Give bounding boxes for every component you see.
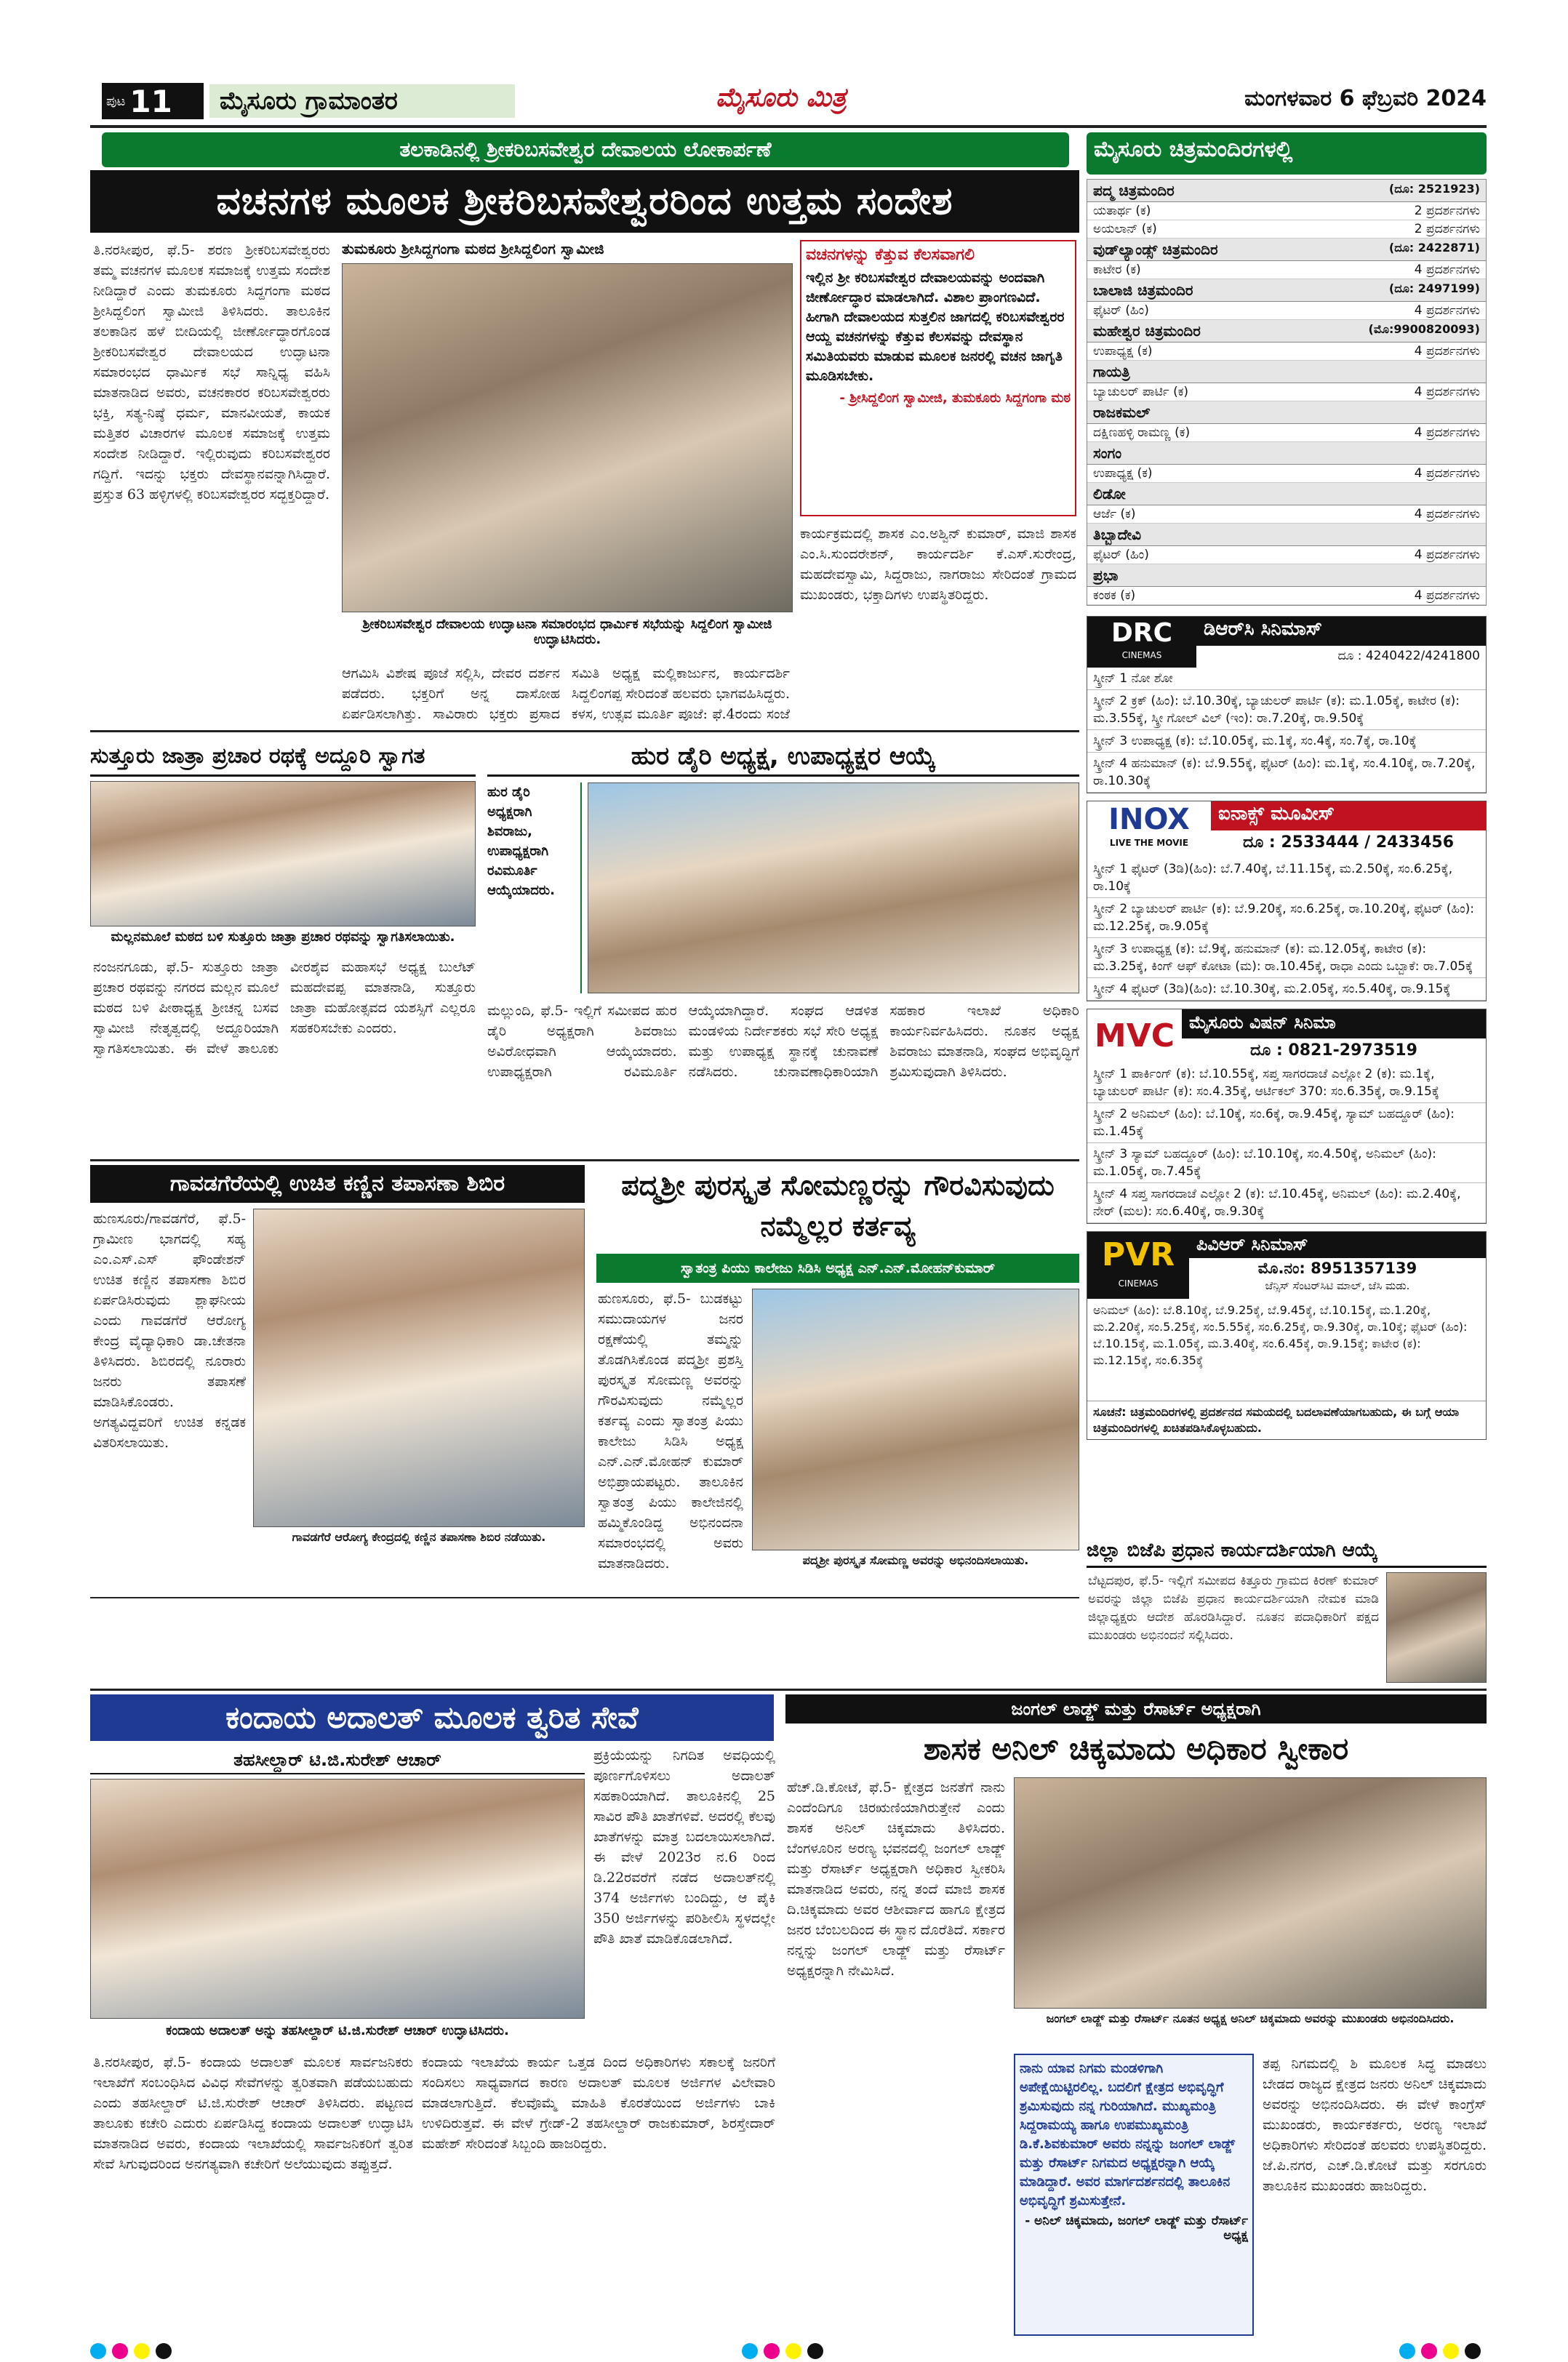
lead-headline: ವಚನಗಳ ಮೂಲಕ ಶ್ರೀಕರಿಬಸವೇಶ್ವರರಿಂದ ಉತ್ತಮ ಸಂದೇಶ xyxy=(90,170,1079,233)
anil-caption: ಜಂಗಲ್ ಲಾಡ್ಜ್ ಮತ್ತು ರೆಸಾರ್ಟ್ ನೂತನ ಅಧ್ಯಕ್ಷ ಅನಿಲ್ ಚಿಕ್ಕಮಾದು ಅವರನ್ನು ಮುಖಂಡರು ಅಭಿನಂದಿಸಿದರು. xyxy=(1046,2011,1455,2025)
padmashri-caption: ಪದ್ಮಶ್ರೀ ಪುರಸ್ಕೃತ ಸೋಮಣ್ಣ ಅವರನ್ನು ಅಭಿನಂದಿಸಲಾಯಿತು. xyxy=(802,1553,1029,1567)
theatre-phone: (ದೂ: 2521923) xyxy=(1388,182,1480,196)
magenta-dot xyxy=(112,2343,128,2359)
kandaya-col2: ತಿ.ನರಸೀಪುರ, ಫೆ.5- ಕಂದಾಯ ಅದಾಲತ್ ಮೂಲಕ ಸಾರ್ವಜನಿಕರು ಇಲಾಖೆಗೆ ಸಂಬಂಧಿಸಿದ ವಿವಿಧ ಸೇವೆಗಳನ್ನು ತ್ವರಿತವಾಗಿ ಪಡೆಯಬಹುದು ಎಂದು ತಹಸೀಲ್ದಾರ್ ಟಿ.ಜಿ.ಸುರೇಶ್ ಆಚಾರ್ ತಿಳಿಸಿದರು. ಪಟ್ಟಣದ ತಾಲೂಕು ಕಚೇರಿ ಎದುರು ಏರ್ಪಡಿಸಿದ್ದ ಕಂದಾಯ ಅದಾಲತ್ ಉದ್ಘಾಟಿಸಿ ಮಾತನಾಡಿದ ಅವರು, ಕಂದಾಯ ಇಲಾಖೆಯಲ್ಲಿ ಸಾರ್ವಜನಿಕರಿಗೆ ತ್ವರಿತ ಸೇವೆ ಸಿಗುವುದರಿಂದ ಅನಗತ್ಯವಾಗಿ ಕಚೇರಿಗೆ ಅಲೆಯುವುದು ತಪ್ಪುತ್ತದೆ. xyxy=(93,2054,413,2172)
lead-quote-body: ಇಲ್ಲಿನ ಶ್ರೀ ಕರಿಬಸವೇಶ್ವರ ದೇವಾಲಯವನ್ನು ಅಂದವಾಗಿ ಜೀರ್ಣೋದ್ಧಾರ ಮಾಡಲಾಗಿದೆ. ವಿಶಾಲ ಪ್ರಾಂಗಣವಿದೆ. ಹೀಗಾಗಿ ದೇವಾಲಯದ ಸುತ್ತಲಿನ ಜಾಗದಲ್ಲಿ ಕರಿಬಸವೇಶ್ವರರ ಆಯ್ದ ವಚನಗಳನ್ನು ಕೆತ್ತುವ ಕೆಲಸವನ್ನು ದೇವಸ್ಥಾನ ಸಮಿತಿಯವರು ಮಾಡುವ ಮೂಲಕ ಜನರಲ್ಲಿ ವಚನ ಜಾಗೃತಿ ಮೂಡಿಸಬೇಕು. xyxy=(806,270,1065,384)
registration-marks-center xyxy=(742,2343,829,2362)
theatre-header xyxy=(1087,524,1486,546)
theatre-name: ಲಿಡೋ xyxy=(1093,485,1126,503)
show-count: 4 ಪ್ರದರ್ಶನಗಳು xyxy=(1414,303,1480,318)
anil-col1: ಹೆಚ್.ಡಿ.ಕೋಟೆ, ಫೆ.5- ಕ್ಷೇತ್ರದ ಜನತೆಗೆ ನಾನು ಎಂದೆಂದಿಗೂ ಚಿರಋಣಿಯಾಗಿರುತ್ತೇನೆ ಎಂದು ಶಾಸಕ ಅನಿಲ್ ಚಿಕ್ಕಮಾದು ತಿಳಿಸಿದರು. ಬೆಂಗಳೂರಿನ ಅರಣ್ಯ ಭವನದಲ್ಲಿ ಜಂಗಲ್ ಲಾಡ್ಜ್ ಮತ್ತು ರೆಸಾರ್ಟ್ ಅಧ್ಯಕ್ಷರಾಗಿ ಅಧಿಕಾರ ಸ್ವೀಕರಿಸಿ ಮಾತನಾಡಿದ ಅವರು, ನನ್ನ ತಂದೆ ಮಾಜಿ ಶಾಸಕ ದಿ.ಚಿಕ್ಕಮಾದು ಅವರ ಆಶೀರ್ವಾದ ಹಾಗೂ ಕ್ಷೇತ್ರದ ಜನರ ಬೆಂಬಲದಿಂದ ಈ ಸ್ಥಾನ ದೊರೆತಿದೆ. ಸರ್ಕಾರ ನನ್ನನ್ನು ಜಂಗಲ್ ಲಾಡ್ಜ್ ಮತ್ತು ರೆಸಾರ್ಟ್ ಅಧ್ಯಕ್ಷರನ್ನಾಗಿ ನೇಮಿಸಿದೆ. xyxy=(787,1779,1005,1979)
movie-title: ಕಂಠಕ (ಕ) xyxy=(1093,588,1136,603)
drc-block xyxy=(1087,616,1487,793)
dairy-side-caption: ಹುರ ಡೈರಿ ಅಧ್ಯಕ್ಷರಾಗಿ ಶಿವರಾಜು, ಉಪಾಧ್ಯಕ್ಷರಾಗಿ ರವಿಮೂರ್ತಿ ಆಯ್ಕೆಯಾದರು. xyxy=(487,782,582,993)
inox-name: ಐನಾಕ್ಸ್ ಮೂವೀಸ್ xyxy=(1211,801,1486,830)
theatre-name: ಗಾಯತ್ರಿ xyxy=(1093,363,1130,380)
theatre-name: ಸಂಗಂ xyxy=(1093,444,1122,462)
show-count: 4 ಪ್ರದರ್ಶನಗಳು xyxy=(1414,263,1480,277)
lead-col4: ಕಾರ್ಯಕ್ರಮದಲ್ಲಿ ಶಾಸಕ ಎಂ.ಅಶ್ವಿನ್ ಕುಮಾರ್, ಮಾಜಿ ಶಾಸಕ ಎಂ.ಸಿ.ಸುಂದರೇಶನ್, ಕಾರ್ಯದರ್ಶಿ ಕೆ.ಎಸ್.ಸುರೇಂದ್ರ, ಮಹದೇವಸ್ವಾಮಿ, ಸಿದ್ದರಾಜು, ನಾಗರಾಜು ಸೇರಿದಂತೆ ಗ್ರಾಮದ ಮುಖಂಡರು, ಭಕ್ತಾದಿಗಳು ಉಪಸ್ಥಿತರಿದ್ದರು. xyxy=(800,526,1076,603)
registration-marks-left xyxy=(90,2343,177,2362)
lead-kicker: ತಲಕಾಡಿನಲ್ಲಿ ಶ್ರೀಕರಿಬಸವೇಶ್ವರ ದೇವಾಲಯ ಲೋಕಾರ್ಪಣೆ xyxy=(102,132,1069,167)
lead-col2: ಆಗಮಿಸಿ ವಿಶೇಷ ಪೂಜೆ ಸಲ್ಲಿಸಿ, ದೇವರ ದರ್ಶನ ಪಡೆದರು. ಭಕ್ತರಿಗೆ ಅನ್ನ ದಾಸೋಹ ಏರ್ಪಡಿಸಲಾಗಿತ್ತು. ಸಾವಿರಾರು ಭಕ್ತರು ಪ್ರಸಾದ xyxy=(342,665,560,722)
pvr-note: ಸೂಚನೆ: ಚಿತ್ರಮಂದಿರಗಳಲ್ಲಿ ಪ್ರದರ್ಶನದ ಸಮಯದಲ್ಲಿ ಬದಲಾವಣೆಯಾಗಬಹುದು, ಈ ಬಗ್ಗೆ ಆಯಾ ಚಿತ್ರಮಂದಿರಗಳಲ್ಲಿ ಖಚಿತಪಡಿಸಿಕೊಳ್ಳಬಹುದು. xyxy=(1087,1401,1486,1439)
yellow-dot xyxy=(134,2343,150,2359)
drc-phone: ದೂ : 4240422/4241800 xyxy=(1337,649,1480,663)
theatre-show-row xyxy=(1087,383,1486,401)
mvc-screen-row: ಸ್ಕ್ರೀನ್ 4 ಸಪ್ತ ಸಾಗರದಾಚೆ ಎಲ್ಲೋ 2 (ಕ): ಬೆ.10.45ಕ್ಕೆ, ಅನಿಮಲ್ (ಹಿಂ): ಮ.2.40ಕ್ಕೆ, ನೇರ್ (ಮಲ): ಸಂ.6.40ಕ್ಕೆ, ರಾ.9.30ಕ್ಕೆ xyxy=(1087,1183,1486,1223)
pvr-logo: PVR CINEMAS xyxy=(1087,1232,1189,1299)
movie-title: ಫೈಟರ್ (ಹಿಂ) xyxy=(1093,303,1149,318)
kandaya-subhead: ತಹಸೀಲ್ದಾರ್ ಟಿ.ಜಿ.ಸುರೇಶ್ ಆಚಾರ್ xyxy=(90,1745,585,1774)
show-count: 4 ಪ್ರದರ್ಶನಗಳು xyxy=(1414,466,1480,481)
masthead-rule xyxy=(90,125,1487,128)
lead-col1: ತಿ.ನರಸೀಪುರ, ಫೆ.5- ಶರಣ ಶ್ರೀಕರಿಬಸವೇಶ್ವರರು ತಮ್ಮ ವಚನಗಳ ಮೂಲಕ ಸಮಾಜಕ್ಕೆ ಉತ್ತಮ ಸಂದೇಶ ನೀಡಿದ್ದಾರೆ ಎಂದು ತುಮಕೂರು ಸಿದ್ದಗಂಗಾ ಮಠದ ಶ್ರೀಸಿದ್ದಲಿಂಗ ಸ್ವಾಮೀಜಿ ತಿಳಿಸಿದರು. ತಾಲೂಕಿನ ತಲಕಾಡಿನ ಹಳೆ ಬೀದಿಯಲ್ಲಿ ಜೀರ್ಣೋದ್ಧಾರಗೊಂಡ ಶ್ರೀಕರಿಬಸವೇಶ್ವರ ದೇವಾಲಯದ ಉದ್ಘಾಟನಾ ಸಮಾರಂಭದ ಧಾರ್ಮಿಕ ಸಭೆ ಸಾನ್ನಿಧ್ಯ ವಹಿಸಿ ಮಾತನಾಡಿದ ಅವರು, ವಚನಕಾರರ ಕರಿಬಸವೇಶ್ವರರು ಭಕ್ತಿ, ಸತ್ಯ-ನಿಷ್ಠೆ ಧರ್ಮ, ಮಾನವೀಯತೆ, ಕಾಯಕ ಮತ್ತಿತರ ವಿಚಾರಗಳ ಮೂಲಕ ಸಮಾಜಕ್ಕೆ ಉತ್ತಮ ಸಂದೇಶ ನೀಡಿದ್ದಾರೆ. ಇಲ್ಲಿರುವುದು ಕರಿಬಸವೇಶ್ವರರ ಗದ್ದಿಗೆ. ಇದನ್ನು ಭಕ್ತರು ದೇವಸ್ಥಾನವನ್ನಾಗಿಸಿದ್ದಾರೆ. ಪ್ರಸ್ತುತ 63 ಹಳ್ಳಿಗಳಲ್ಲಿ ಕರಿಬಸವೇಶ್ವರರ ಸದ್ಭಕ್ತರಿದ್ದಾರೆ. xyxy=(93,242,330,503)
cyan-dot xyxy=(742,2343,758,2359)
mvc-screen-row: ಸ್ಕ್ರೀನ್ 3 ಸ್ಯಾಮ್ ಬಹದ್ದೂರ್ (ಹಿಂ): ಬೆ.10.10ಕ್ಕೆ, ಸಂ.4.50ಕ್ಕೆ, ಅನಿಮಲ್ (ಹಿಂ): ಮ.1.05ಕ್ಕೆ, ರಾ.7.45ಕ್ಕೆ xyxy=(1087,1143,1486,1183)
padmashri-headline: ಪದ್ಮಶ್ರೀ ಪುರಸ್ಕೃತ ಸೋಮಣ್ಣರನ್ನು ಗೌರವಿಸುವುದು ನಮ್ಮೆಲ್ಲರ ಕರ್ತವ್ಯ xyxy=(621,1169,1055,1242)
mvc-block xyxy=(1087,1009,1487,1224)
drc-showtimes xyxy=(1087,668,1486,793)
lead-photo xyxy=(342,263,793,612)
movie-title: ಬ್ಯಾಚುಲರ್ ಪಾರ್ಟಿ (ಕ) xyxy=(1093,385,1189,399)
theatre-show-row xyxy=(1087,424,1486,442)
page-number: 11 xyxy=(129,83,172,119)
dairy-headline: ಹುರ ಡೈರಿ ಅಧ್ಯಕ್ಷ, ಉಪಾಧ್ಯಕ್ಷರ ಆಯ್ಕೆ xyxy=(487,736,1079,777)
theatre-header xyxy=(1087,442,1486,465)
show-count: 4 ಪ್ರದರ್ಶನಗಳು xyxy=(1414,588,1480,603)
mvc-screen-row: ಸ್ಕ್ರೀನ್ 1 ಪಾರ್ಕಿಂಗ್ (ಕ): ಬೆ.10.55ಕ್ಕೆ, ಸಪ್ತ ಸಾಗರದಾಚೆ ಎಲ್ಲೋ 2 (ಕ): ಮ.1ಕ್ಕೆ, ಬ್ಯಾಚುಲರ್ ಪಾರ್ಟಿ (ಕ): ಸಂ.4.35ಕ್ಕೆ, ಆರ್ಟಿಕಲ್ 370: ಸಂ.6.35ಕ್ಕೆ, ರಾ.9.15ಕ್ಕೆ xyxy=(1087,1063,1486,1103)
inox-screen-row: ಸ್ಕ್ರೀನ್ 2 ಬ್ಯಾಚುಲರ್ ಪಾರ್ಟಿ (ಕ): ಬೆ.9.20ಕ್ಕೆ, ಸಂ.6.25ಕ್ಕೆ, ರಾ.10.20ಕ್ಕೆ, ಫೈಟರ್ (ಹಿಂ): ಮ.12.25ಕ್ಕೆ, ರಾ.9.05ಕ್ಕೆ xyxy=(1087,898,1486,938)
theatre-show-row xyxy=(1087,220,1486,239)
theatre-name: ತಿಬ್ಬಾದೇವಿ xyxy=(1093,526,1141,543)
theatre-header xyxy=(1087,564,1486,587)
theatre-name: ಬಾಲಾಜಿ ಚಿತ್ರಮಂದಿರ xyxy=(1093,281,1193,299)
show-count: 4 ಪ್ರದರ್ಶನಗಳು xyxy=(1414,548,1480,562)
theatre-show-row xyxy=(1087,465,1486,483)
kandaya-headline: ಕಂದಾಯ ಅದಾಲತ್ ಮೂಲಕ ತ್ವರಿತ ಸೇವೆ xyxy=(90,1694,774,1741)
drc-logo: DRC CINEMAS xyxy=(1087,617,1196,668)
inox-screen-row: ಸ್ಕ್ರೀನ್ 4 ಫೈಟರ್ (3ಡಿ)(ಹಿಂ): ಬೆ.10.30ಕ್ಕೆ, ಮ.2.05ಕ್ಕೆ, ಸಂ.5.40ಕ್ಕೆ, ರಾ.9.15ಕ್ಕೆ xyxy=(1087,978,1486,1001)
theatre-show-row xyxy=(1087,202,1486,220)
inox-screen-row: ಸ್ಕ್ರೀನ್ 1 ಫೈಟರ್ (3ಡಿ)(ಹಿಂ): ಬೆ.7.40ಕ್ಕೆ, ಬೆ.11.15ಕ್ಕೆ, ಮ.2.50ಕ್ಕೆ, ಸಂ.6.25ಕ್ಕೆ, ರಾ.10ಕ್ಕೆ xyxy=(1087,858,1486,898)
eyecamp-photo xyxy=(253,1209,585,1527)
padmashri-subhead: ಸ್ವಾತಂತ್ರ ಪಿಯು ಕಾಲೇಜು ಸಿಡಿಸಿ ಅಧ್ಯಕ್ಷ ಎನ್.ಎನ್.ಮೋಹನ್‌ಕುಮಾರ್ xyxy=(596,1254,1079,1283)
theatre-header xyxy=(1087,401,1486,424)
section-name: ಮೈಸೂರು ಗ್ರಾಮಾಂತರ xyxy=(209,84,515,118)
lead-photo-title: ತುಮಕೂರು ಶ್ರೀಸಿದ್ದಗಂಗಾ ಮಠದ ಶ್ರೀಸಿದ್ದಲಿಂಗ ಸ್ವಾಮೀಜಿ xyxy=(342,240,604,257)
lead-quote-title: ವಚನಗಳನ್ನು ಕೆತ್ತುವ ಕೆಲಸವಾಗಲಿ xyxy=(806,246,975,264)
eyecamp-body: ಹುಣಸೂರು/ಗಾವಡಗೆರೆ, ಫೆ.5- ಗ್ರಾಮೀಣ ಭಾಗದಲ್ಲಿ ಸಹ್ಯ ಎಂ.ಎಸ್.ಎಸ್ ಫೌಂಡೇಶನ್ ಉಚಿತ ಕಣ್ಣಿನ ತಪಾಸಣಾ ಶಿಬಿರ ಏರ್ಪಡಿಸಿರುವುದು ಶ್ಲಾಘನೀಯ ಎಂದು ಗಾವಡಗೆರೆ ಆರೋಗ್ಯ ಕೇಂದ್ರ ವೈದ್ಯಾಧಿಕಾರಿ ಡಾ.ಚೇತನಾ ತಿಳಿಸಿದರು. ಶಿಬಿರದಲ್ಲಿ ನೂರಾರು ಜನರು ತಪಾಸಣೆ ಮಾಡಿಸಿಕೊಂಡರು. ಅಗತ್ಯವಿದ್ದವರಿಗೆ ಉಚಿತ ಕನ್ನಡಕ ವಿತರಿಸಲಾಯಿತು. xyxy=(93,1211,246,1451)
mvc-screen-row: ಸ್ಕ್ರೀನ್ 2 ಅನಿಮಲ್ (ಹಿಂ): ಬೆ.10ಕ್ಕೆ, ಸಂ.6ಕ್ಕೆ, ರಾ.9.45ಕ್ಕೆ, ಸ್ಯಾಮ್ ಬಹದ್ದೂರ್ (ಹಿಂ): ಮ.1.45ಕ್ಕೆ xyxy=(1087,1103,1486,1143)
theatre-show-row xyxy=(1087,261,1486,279)
pvr-name: ಪಿವಿಆರ್ ಸಿನಿಮಾಸ್ xyxy=(1189,1232,1486,1258)
theatre-header xyxy=(1087,361,1486,383)
inox-screen-row: ಸ್ಕ್ರೀನ್ 3 ಉಪಾಧ್ಯಕ್ಷ (ಕ): ಬೆ.9ಕ್ಕೆ, ಹನುಮಾನ್ (ಕ): ಮ.12.05ಕ್ಕೆ, ಕಾಟೇರ (ಕ): ಮ.3.25ಕ್ಕೆ, ಕಿಂಗ್ ಆಫ್ ಕೋಟಾ (ಮ): ರಾ.10.45ಕ್ಕೆ, ರಾಧಾ ಎಂದು ಒಬ್ಬಾಕೆ: ರಾ.7.05ಕ್ಕೆ xyxy=(1087,938,1486,978)
movie-title: ಯತಾರ್ಥ (ಕ) xyxy=(1093,204,1151,218)
theatre-name: ಪದ್ಮ ಚಿತ್ರಮಂದಿರ xyxy=(1093,182,1175,199)
inox-showtimes xyxy=(1087,858,1486,1001)
rule-4 xyxy=(90,1689,1487,1691)
anil-photo xyxy=(1014,1777,1487,2009)
anil-quote-box xyxy=(1014,2054,1254,2336)
theatre-header xyxy=(1087,483,1486,505)
show-count: 4 ಪ್ರದರ್ಶನಗಳು xyxy=(1414,385,1480,399)
lead-quote-box xyxy=(800,240,1076,516)
inox-block xyxy=(1087,801,1487,1001)
yellow-dot xyxy=(785,2343,801,2359)
theatre-phone: (ದೂ: 2497199) xyxy=(1388,281,1480,295)
black-dot xyxy=(1465,2343,1481,2359)
yellow-dot xyxy=(1443,2343,1459,2359)
theatre-header xyxy=(1087,279,1486,302)
movie-title: ಅಯಲಾನ್ (ಕ) xyxy=(1093,222,1157,236)
theatre-name: ವುಡ್‌ಲ್ಯಾಂಡ್ಸ್ ಚಿತ್ರಮಂದಿರ xyxy=(1093,241,1218,258)
theatre-phone: (ದೂ: 2422871) xyxy=(1388,241,1480,255)
anil-kicker: ಜಂಗಲ್ ಲಾಡ್ಜ್ ಮತ್ತು ರೆಸಾರ್ಟ್ ಅಧ್ಯಕ್ಷರಾಗಿ xyxy=(785,1694,1487,1724)
cinema-title: ಮೈಸೂರು ಚಿತ್ರಮಂದಿರಗಳಲ್ಲಿ xyxy=(1087,132,1487,175)
rule-1 xyxy=(90,730,1079,732)
lead-col3: ಸಮಿತಿ ಅಧ್ಯಕ್ಷ ಮಲ್ಲಿಕಾರ್ಜುನ, ಕಾರ್ಯದರ್ಶಿ ಸಿದ್ದಲಿಂಗಪ್ಪ ಸೇರಿದಂತೆ ಹಲವರು ಭಾಗವಹಿಸಿದ್ದರು. ಕಳಸ, ಉತ್ಸವ ಮೂರ್ತಿ ಪೂಜೆ: ಫೆ.4ರಂದು ಸಂಜೆ xyxy=(572,665,790,722)
suttur-headline: ಸುತ್ತೂರು ಜಾತ್ರಾ ಪ್ರಚಾರ ರಥಕ್ಕೆ ಅದ್ದೂರಿ ಸ್ವಾಗತ xyxy=(90,736,476,777)
theatre-name: ಮಹೇಶ್ವರ ಚಿತ್ರಮಂದಿರ xyxy=(1093,322,1201,340)
kandaya-caption: ಕಂದಾಯ ಅದಾಲತ್ ಅನ್ನು ತಹಸೀಲ್ದಾರ್ ಟಿ.ಜಿ.ಸುರೇಶ್ ಆಚಾರ್ ಉದ್ಘಾಟಿಸಿದರು. xyxy=(166,2023,509,2038)
rule-3 xyxy=(90,1597,1079,1598)
show-count: 2 ಪ್ರದರ್ಶನಗಳು xyxy=(1414,222,1480,236)
drc-screen-row: ಸ್ಕ್ರೀನ್ 3 ಉಪಾಧ್ಯಕ್ಷ (ಕ): ಬೆ.10.05ಕ್ಕೆ, ಮ.1ಕ್ಕೆ, ಸಂ.4ಕ್ಕೆ, ಸಂ.7ಕ್ಕೆ, ರಾ.10ಕ್ಕೆ xyxy=(1087,730,1486,753)
drc-screen-row: ಸ್ಕ್ರೀನ್ 2 ಕ್ರಕ್ (ಹಿಂ): ಬೆ.10.30ಕ್ಕೆ, ಬ್ಯಾಚುಲರ್ ಪಾರ್ಟಿ (ಕ): ಮ.1.05ಕ್ಕೆ, ಕಾಟೇರ (ಕ): ಮ.3.55ಕ್ಕೆ, ಸ್ಕ್ರೀ ಗೋಲ್ ವಿಲ್ (ಇಂ): ರಾ.7.20ಕ್ಕೆ, ರಾ.9.50ಕ್ಕೆ xyxy=(1087,690,1486,730)
magenta-dot xyxy=(764,2343,780,2359)
cinema-list xyxy=(1087,179,1487,606)
magenta-dot xyxy=(1421,2343,1437,2359)
show-count: 4 ಪ್ರದರ್ಶನಗಳು xyxy=(1414,507,1480,521)
cyan-dot xyxy=(1399,2343,1415,2359)
anil-col2: ತಪ್ಪ ನಿಗಮದಲ್ಲಿ ಶಿ ಮೂಲಕ ಸಿದ್ಧ ಮಾಡಲು ಬೇಡದ ರಾಜ್ಯದ ಕ್ಷೇತ್ರದ ಜನರು ಅನಿಲ್ ಚಿಕ್ಕಮಾದು ಅವರನ್ನು ಅಭಿನಂದಿಸಿದರು. ಈ ವೇಳೆ ಕಾಂಗ್ರೆಸ್ ಮುಖಂಡರು, ಕಾರ್ಯಕರ್ತರು, ಅರಣ್ಯ ಇಲಾಖೆ ಅಧಿಕಾರಿಗಳು ಸೇರಿದಂತೆ ಹಲವರು ಉಪಸ್ಥಿತರಿದ್ದರು. ಜೆ.ಪಿ.ನಗರ, ಎಚ್.ಡಿ.ಕೋಟೆ ಮತ್ತು ಸರಗೂರು ತಾಲೂಕಿನ ಮುಖಂಡರು ಹಾಜರಿದ್ದರು. xyxy=(1263,2056,1487,2194)
masthead xyxy=(90,80,1487,122)
theatre-show-row xyxy=(1087,546,1486,564)
paper-logo: ಮೈಸೂರು ಮಿತ್ರ xyxy=(716,83,847,113)
suttur-caption: ಮಲ್ಲನಮೂಲೆ ಮಠದ ಬಳಿ ಸುತ್ತೂರು ಜಾತ್ರಾ ಪ್ರಚಾರ ರಥವನ್ನು ಸ್ವಾಗತಿಸಲಾಯಿತು. xyxy=(111,929,455,945)
inox-logo: INOX LIVE THE MOVIE xyxy=(1108,803,1190,848)
movie-title: ಫೈಟರ್ (ಹಿಂ) xyxy=(1093,548,1149,562)
theatre-phone: (ಮೊ:9900820093) xyxy=(1368,322,1480,336)
pvr-phone: ಮೊ.ನಂ: 8951357139 xyxy=(1257,1260,1417,1277)
page-label-box xyxy=(102,83,204,119)
eyecamp-headline: ಗಾವಡಗೆರೆಯಲ್ಲಿ ಉಚಿತ ಕಣ್ಣಿನ ತಪಾಸಣಾ ಶಿಬಿರ xyxy=(90,1165,585,1203)
theatre-show-row xyxy=(1087,587,1486,605)
suttur-body: ನಂಜನಗೂಡು, ಫೆ.5- ಸುತ್ತೂರು ಜಾತ್ರಾ ಪ್ರಚಾರ ರಥವನ್ನು ನಗರದ ಮಲ್ಲನ ಮೂಲೆ ಮಠದ ಬಳಿ ಪೀಠಾಧ್ಯಕ್ಷ ಶ್ರೀಚನ್ನ ಬಸವ ಸ್ವಾಮೀಜಿ ನೇತೃತ್ವದಲ್ಲಿ ಅದ್ದೂರಿಯಾಗಿ ಸ್ವಾಗತಿಸಲಾಯಿತು. ಈ ವೇಳೆ ತಾಲೂಕು ವೀರಶೈವ ಮಹಾಸಭೆ ಅಧ್ಯಕ್ಷ ಬುಲೆಟ್ ಮಹದೇವಪ್ಪ ಮಾತನಾಡಿ, ಸುತ್ತೂರು ಜಾತ್ರಾ ಮಹೋತ್ಸವದ ಯಶಸ್ಸಿಗೆ ಎಲ್ಲರೂ ಸಹಕರಿಸಬೇಕು ಎಂದರು. xyxy=(93,959,476,1057)
mvc-phone: ದೂ : 0821-2973519 xyxy=(1250,1041,1417,1060)
anil-quote: ನಾನು ಯಾವ ನಿಗಮ ಮಂಡಳಿಗಾಗಿ ಅಪೇಕ್ಷೆಯಿಟ್ಟಿರಲಿಲ್ಲ. ಬದಲಿಗೆ ಕ್ಷೇತ್ರದ ಅಭಿವೃದ್ಧಿಗೆ ಶ್ರಮಿಸುವುದು ನನ್ನ ಗುರಿಯಾಗಿದೆ. ಮುಖ್ಯಮಂತ್ರಿ ಸಿದ್ದರಾಮಯ್ಯ ಹಾಗೂ ಉಪಮುಖ್ಯಮಂತ್ರಿ ಡಿ.ಕೆ.ಶಿವಕುಮಾರ್ ಅವರು ನನ್ನನ್ನು ಜಂಗಲ್ ಲಾಡ್ಜ್ ಮತ್ತು ರೆಸಾರ್ಟ್ ನಿಗಮದ ಅಧ್ಯಕ್ಷರನ್ನಾಗಿ ಆಯ್ಕೆ ಮಾಡಿದ್ದಾರೆ. ಅವರ ಮಾರ್ಗದರ್ಶನದಲ್ಲಿ ತಾಲೂಕಿನ ಅಭಿವೃದ್ಧಿಗೆ ಶ್ರಮಿಸುತ್ತೇನೆ. xyxy=(1020,2061,1236,2209)
rule-2 xyxy=(90,1159,1079,1161)
bjp-portrait xyxy=(1386,1572,1487,1683)
eyecamp-caption: ಗಾವಡಗೆರೆ ಆರೋಗ್ಯ ಕೇಂದ್ರದಲ್ಲಿ ಕಣ್ಣಿನ ತಪಾಸಣಾ ಶಿಬಿರ ನಡೆಯಿತು. xyxy=(292,1530,546,1544)
kandaya-col3: ಕಂದಾಯ ಇಲಾಖೆಯ ಕಾರ್ಯ ಒತ್ತಡ ದಿಂದ ಅಧಿಕಾರಿಗಳು ಸಕಾಲಕ್ಕೆ ಜನರಿಗೆ ಸಂದಿಸಲು ಸಾಧ್ಯವಾಗದ ಕಾರಣ ಅದಾಲತ್ ಮೂಲಕ ಅರ್ಜಿಗಳ ವಿಲೇವಾರಿ ಮಾಡಲಾಗುತ್ತಿದೆ. ಕೆಲವೊಮ್ಮೆ ಮಾಹಿತಿ ಕೊರತೆಯಿಂದ ಅರ್ಜಿಗಳು ಬಾಕಿ ಉಳಿದಿರುತ್ತವೆ. ಈ ವೇಳೆ ಗ್ರೇಡ್-2 ತಹಸೀಲ್ದಾರ್ ರಾಜಕುಮಾರ್, ಶಿರಸ್ತೇದಾರ್ ಮಹೇಶ್ ಸೇರಿದಂತೆ ಸಿಬ್ಬಂದಿ ಹಾಜರಿದ್ದರು. xyxy=(422,2054,775,2152)
cyan-dot xyxy=(90,2343,106,2359)
cinema-sidebar xyxy=(1087,132,1487,1435)
theatre-header xyxy=(1087,239,1486,261)
theatre-header xyxy=(1087,180,1486,202)
drc-screen-row: ಸ್ಕ್ರೀನ್ 1 ನೋ ಶೋ xyxy=(1087,668,1486,690)
movie-title: ಆರ್ಜೆ (ಕ) xyxy=(1093,507,1136,521)
issue-date: ಮಂಗಳವಾರ 6 ಫೆಬ್ರವರಿ 2024 xyxy=(1244,86,1487,111)
pvr-showtimes: ಅನಿಮಲ್ (ಹಿಂ): ಬೆ.8.10ಕ್ಕೆ, ಬೆ.9.25ಕ್ಕೆ, ಬೆ.9.45ಕ್ಕೆ, ಬೆ.10.15ಕ್ಕೆ, ಮ.1.20ಕ್ಕೆ, ಮ.2.20ಕ್ಕೆ, ಸಂ.5.25ಕ್ಕೆ, ಸಂ.5.55ಕ್ಕೆ, ಸಂ.6.25ಕ್ಕೆ, ರಾ.9.30ಕ್ಕೆ, ರಾ.10ಕ್ಕೆ; ಫೈಟರ್ (ಹಿಂ): ಬೆ.10.15ಕ್ಕೆ, ಮ.1.05ಕ್ಕೆ, ಮ.3.40ಕ್ಕೆ, ಸಂ.6.45ಕ್ಕೆ, ರಾ.9.15ಕ್ಕೆ; ಕಾಟೇರ (ಕ): ಮ.12.15ಕ್ಕೆ, ಸಂ.6.35ಕ್ಕೆ xyxy=(1093,1303,1468,1367)
drc-screen-row: ಸ್ಕ್ರೀನ್ 4 ಹನುಮಾನ್ (ಕ): ಬೆ.9.55ಕ್ಕೆ, ಫೈಟರ್ (ಹಿಂ): ಮ.1ಕ್ಕೆ, ಸಂ.4.10ಕ್ಕೆ, ರಾ.7.20ಕ್ಕೆ, ರಾ.10.30ಕ್ಕೆ xyxy=(1087,753,1486,793)
theatre-name: ರಾಜಕಮಲ್ xyxy=(1093,404,1151,421)
bjp-headline: ಜಿಲ್ಲಾ ಬಿಜೆಪಿ ಪ್ರಧಾನ ಕಾರ್ಯದರ್ಶಿಯಾಗಿ ಆಯ್ಕೆ xyxy=(1087,1533,1487,1568)
dairy-photo xyxy=(588,782,1079,993)
theatre-show-row xyxy=(1087,343,1486,361)
lead-photo-caption: ಶ್ರೀಕರಿಬಸವೇಶ್ವರ ದೇವಾಲಯ ಉದ್ಘಾಟನಾ ಸಮಾರಂಭದ ಧಾರ್ಮಿಕ ಸಭೆಯನ್ನು ಸಿದ್ದಲಿಂಗ ಸ್ವಾಮೀಜಿ ಉದ್ಘಾಟಿಸಿದರು. xyxy=(362,617,772,647)
movie-title: ದಕ್ಷಿಣಹಳ್ಳಿ ರಾಮಣ್ಣ (ಕ) xyxy=(1093,425,1191,440)
inox-phone: ದೂ : 2533444 / 2433456 xyxy=(1242,833,1455,852)
registration-marks-right xyxy=(1399,2343,1487,2362)
suttur-photo xyxy=(90,781,476,926)
padmashri-photo xyxy=(752,1289,1079,1550)
page-label: ಪುಟ xyxy=(106,93,126,109)
mvc-showtimes xyxy=(1087,1063,1486,1223)
show-count: 4 ಪ್ರದರ್ಶನಗಳು xyxy=(1414,425,1480,440)
theatre-name: ಪ್ರಭಾ xyxy=(1093,567,1119,584)
theatre-header xyxy=(1087,320,1486,343)
drc-name: ಡಿಆರ್‌ಸಿ ಸಿನಿಮಾಸ್ xyxy=(1196,617,1486,646)
mvc-logo: MVC xyxy=(1094,1017,1175,1054)
pvr-address: ಜೆನ್ಸಿಸ್ ಸೆಂಟರ್‌ಸಿಟಿ ಮಾಲ್, ಜೆಸಿ ಮಡು. xyxy=(1265,1279,1410,1292)
anil-quote-sign: - ಅನಿಲ್ ಚಿಕ್ಕಮಾದು, ಜಂಗಲ್ ಲಾಡ್ಜ್ ಮತ್ತು ರೆಸಾರ್ಟ್ ಅಧ್ಯಕ್ಷ xyxy=(1025,2214,1248,2243)
lead-quote-sign: - ಶ್ರೀಸಿದ್ದಲಿಂಗ ಸ್ವಾಮೀಜಿ, ತುಮಕೂರು ಸಿದ್ದಗಂಗಾ ಮಠ xyxy=(839,391,1071,406)
kandaya-photo xyxy=(90,1779,585,2019)
theatre-show-row xyxy=(1087,505,1486,524)
show-count: 2 ಪ್ರದರ್ಶನಗಳು xyxy=(1414,204,1480,218)
black-dot xyxy=(807,2343,823,2359)
movie-title: ಕಾಟೇರ (ಕ) xyxy=(1093,263,1141,277)
show-count: 4 ಪ್ರದರ್ಶನಗಳು xyxy=(1414,344,1480,359)
kandaya-col1: ಪ್ರಕ್ರಿಯೆಯನ್ನು ನಿಗದಿತ ಅವಧಿಯಲ್ಲಿ ಪೂರ್ಣಗೊಳಿಸಲು ಅದಾಲತ್ ಸಹಕಾರಿಯಾಗಿದೆ. ತಾಲೂಕಿನಲ್ಲಿ 25 ಸಾವಿರ ಪೌತಿ ಖಾತೆಗಳಿವೆ. ಅದರಲ್ಲಿ ಕೆಲವು ಖಾತೆಗಳನ್ನು ಮಾತ್ರ ಬದಲಾಯಿಸಲಾಗಿದೆ. ಈ ವೇಳೆ 2023ರ ನ.6 ರಿಂದ ಡಿ.22ರವರೆಗೆ ನಡೆದ ಅದಾಲತ್‌ನಲ್ಲಿ 374 ಅರ್ಜಿಗಳು ಬಂದಿದ್ದು, ಆ ಪೈಕಿ 350 ಅರ್ಜಿಗಳನ್ನು ಪರಿಶೀಲಿಸಿ ಸ್ಥಳದಲ್ಲೇ ಪೌತಿ ಖಾತೆ ಮಾಡಿಕೊಡಲಾಗಿದೆ. xyxy=(593,1748,775,1947)
movie-title: ಉಪಾಧ್ಯಕ್ಷ (ಕ) xyxy=(1093,466,1153,481)
padmashri-body: ಹುಣಸೂರು, ಫೆ.5- ಬುಡಕಟ್ಟು ಸಮುದಾಯಗಳ ಜನರ ರಕ್ಷಣೆಯಲ್ಲಿ ತಮ್ಮನ್ನು ತೊಡಗಿಸಿಕೊಂಡ ಪದ್ಮಶ್ರೀ ಪ್ರಶಸ್ತಿ ಪುರಸ್ಕೃತ ಸೋಮಣ್ಣ ಅವರನ್ನು ಗೌರವಿಸುವುದು ನಮ್ಮೆಲ್ಲರ ಕರ್ತವ್ಯ ಎಂದು ಸ್ವಾತಂತ್ರ ಪಿಯು ಕಾಲೇಜು ಸಿಡಿಸಿ ಅಧ್ಯಕ್ಷ ಎನ್.ಎನ್.ಮೋಹನ್ ಕುಮಾರ್ ಅಭಿಪ್ರಾಯಪಟ್ಟರು. ತಾಲೂಕಿನ ಸ್ವಾತಂತ್ರ ಪಿಯು ಕಾಲೇಜಿನಲ್ಲಿ ಹಮ್ಮಿಕೊಂಡಿದ್ದ ಅಭಿನಂದನಾ ಸಮಾರಂಭದಲ್ಲಿ ಅವರು ಮಾತನಾಡಿದರು. xyxy=(598,1291,743,1572)
anil-headline: ಶಾಸಕ ಅನಿಲ್ ಚಿಕ್ಕಮಾದು ಅಧಿಕಾರ ಸ್ವೀಕಾರ xyxy=(923,1731,1349,1766)
theatre-show-row xyxy=(1087,302,1486,320)
pvr-block xyxy=(1087,1231,1487,1440)
mvc-name: ಮೈಸೂರು ವಿಷನ್ ಸಿನಿಮಾ xyxy=(1182,1009,1486,1038)
movie-title: ಉಪಾಧ್ಯಕ್ಷ (ಕ) xyxy=(1093,344,1153,359)
bjp-body: ಬೆಟ್ಟದಪುರ, ಫೆ.5- ಇಲ್ಲಿಗೆ ಸಮೀಪದ ಕಿತ್ತೂರು ಗ್ರಾಮದ ಕಿರಣ್ ಕುಮಾರ್ ಅವರನ್ನು ಜಿಲ್ಲಾ ಬಿಜೆಪಿ ಪ್ರಧಾನ ಕಾರ್ಯದರ್ಶಿಯಾಗಿ ನೇಮಕ ಮಾಡಿ ಜಿಲ್ಲಾಧ್ಯಕ್ಷರು ಆದೇಶ ಹೊರಡಿಸಿದ್ದಾರೆ. ನೂತನ ಪದಾಧಿಕಾರಿಗೆ ಪಕ್ಷದ ಮುಖಂಡರು ಅಭಿನಂದನೆ ಸಲ್ಲಿಸಿದರು. xyxy=(1088,1574,1379,1643)
black-dot xyxy=(156,2343,172,2359)
dairy-body: ಮಲ್ಲುಂದಿ, ಫೆ.5- ಇಲ್ಲಿಗೆ ಸಮೀಪದ ಹುರ ಡೈರಿ ಅಧ್ಯಕ್ಷರಾಗಿ ಶಿವರಾಜು ಅವಿರೋಧವಾಗಿ ಆಯ್ಕೆಯಾದರು. ಉಪಾಧ್ಯಕ್ಷರಾಗಿ ರವಿಮೂರ್ತಿ ಆಯ್ಕೆಯಾಗಿದ್ದಾರೆ. ಸಂಘದ ಆಡಳಿತ ಮಂಡಳಿಯ ನಿರ್ದೇಶಕರು ಸಭೆ ಸೇರಿ ಅಧ್ಯಕ್ಷ ಮತ್ತು ಉಪಾಧ್ಯಕ್ಷ ಸ್ಥಾನಕ್ಕೆ ಚುನಾವಣೆ ನಡೆಸಿದರು. ಚುನಾವಣಾಧಿಕಾರಿಯಾಗಿ ಸಹಕಾರ ಇಲಾಖೆ ಅಧಿಕಾರಿ ಕಾರ್ಯನಿರ್ವಹಿಸಿದರು. ನೂತನ ಅಧ್ಯಕ್ಷ ಶಿವರಾಜು ಮಾತನಾಡಿ, ಸಂಘದ ಅಭಿವೃದ್ಧಿಗೆ ಶ್ರಮಿಸುವುದಾಗಿ ತಿಳಿಸಿದರು. xyxy=(487,1003,1079,1080)
